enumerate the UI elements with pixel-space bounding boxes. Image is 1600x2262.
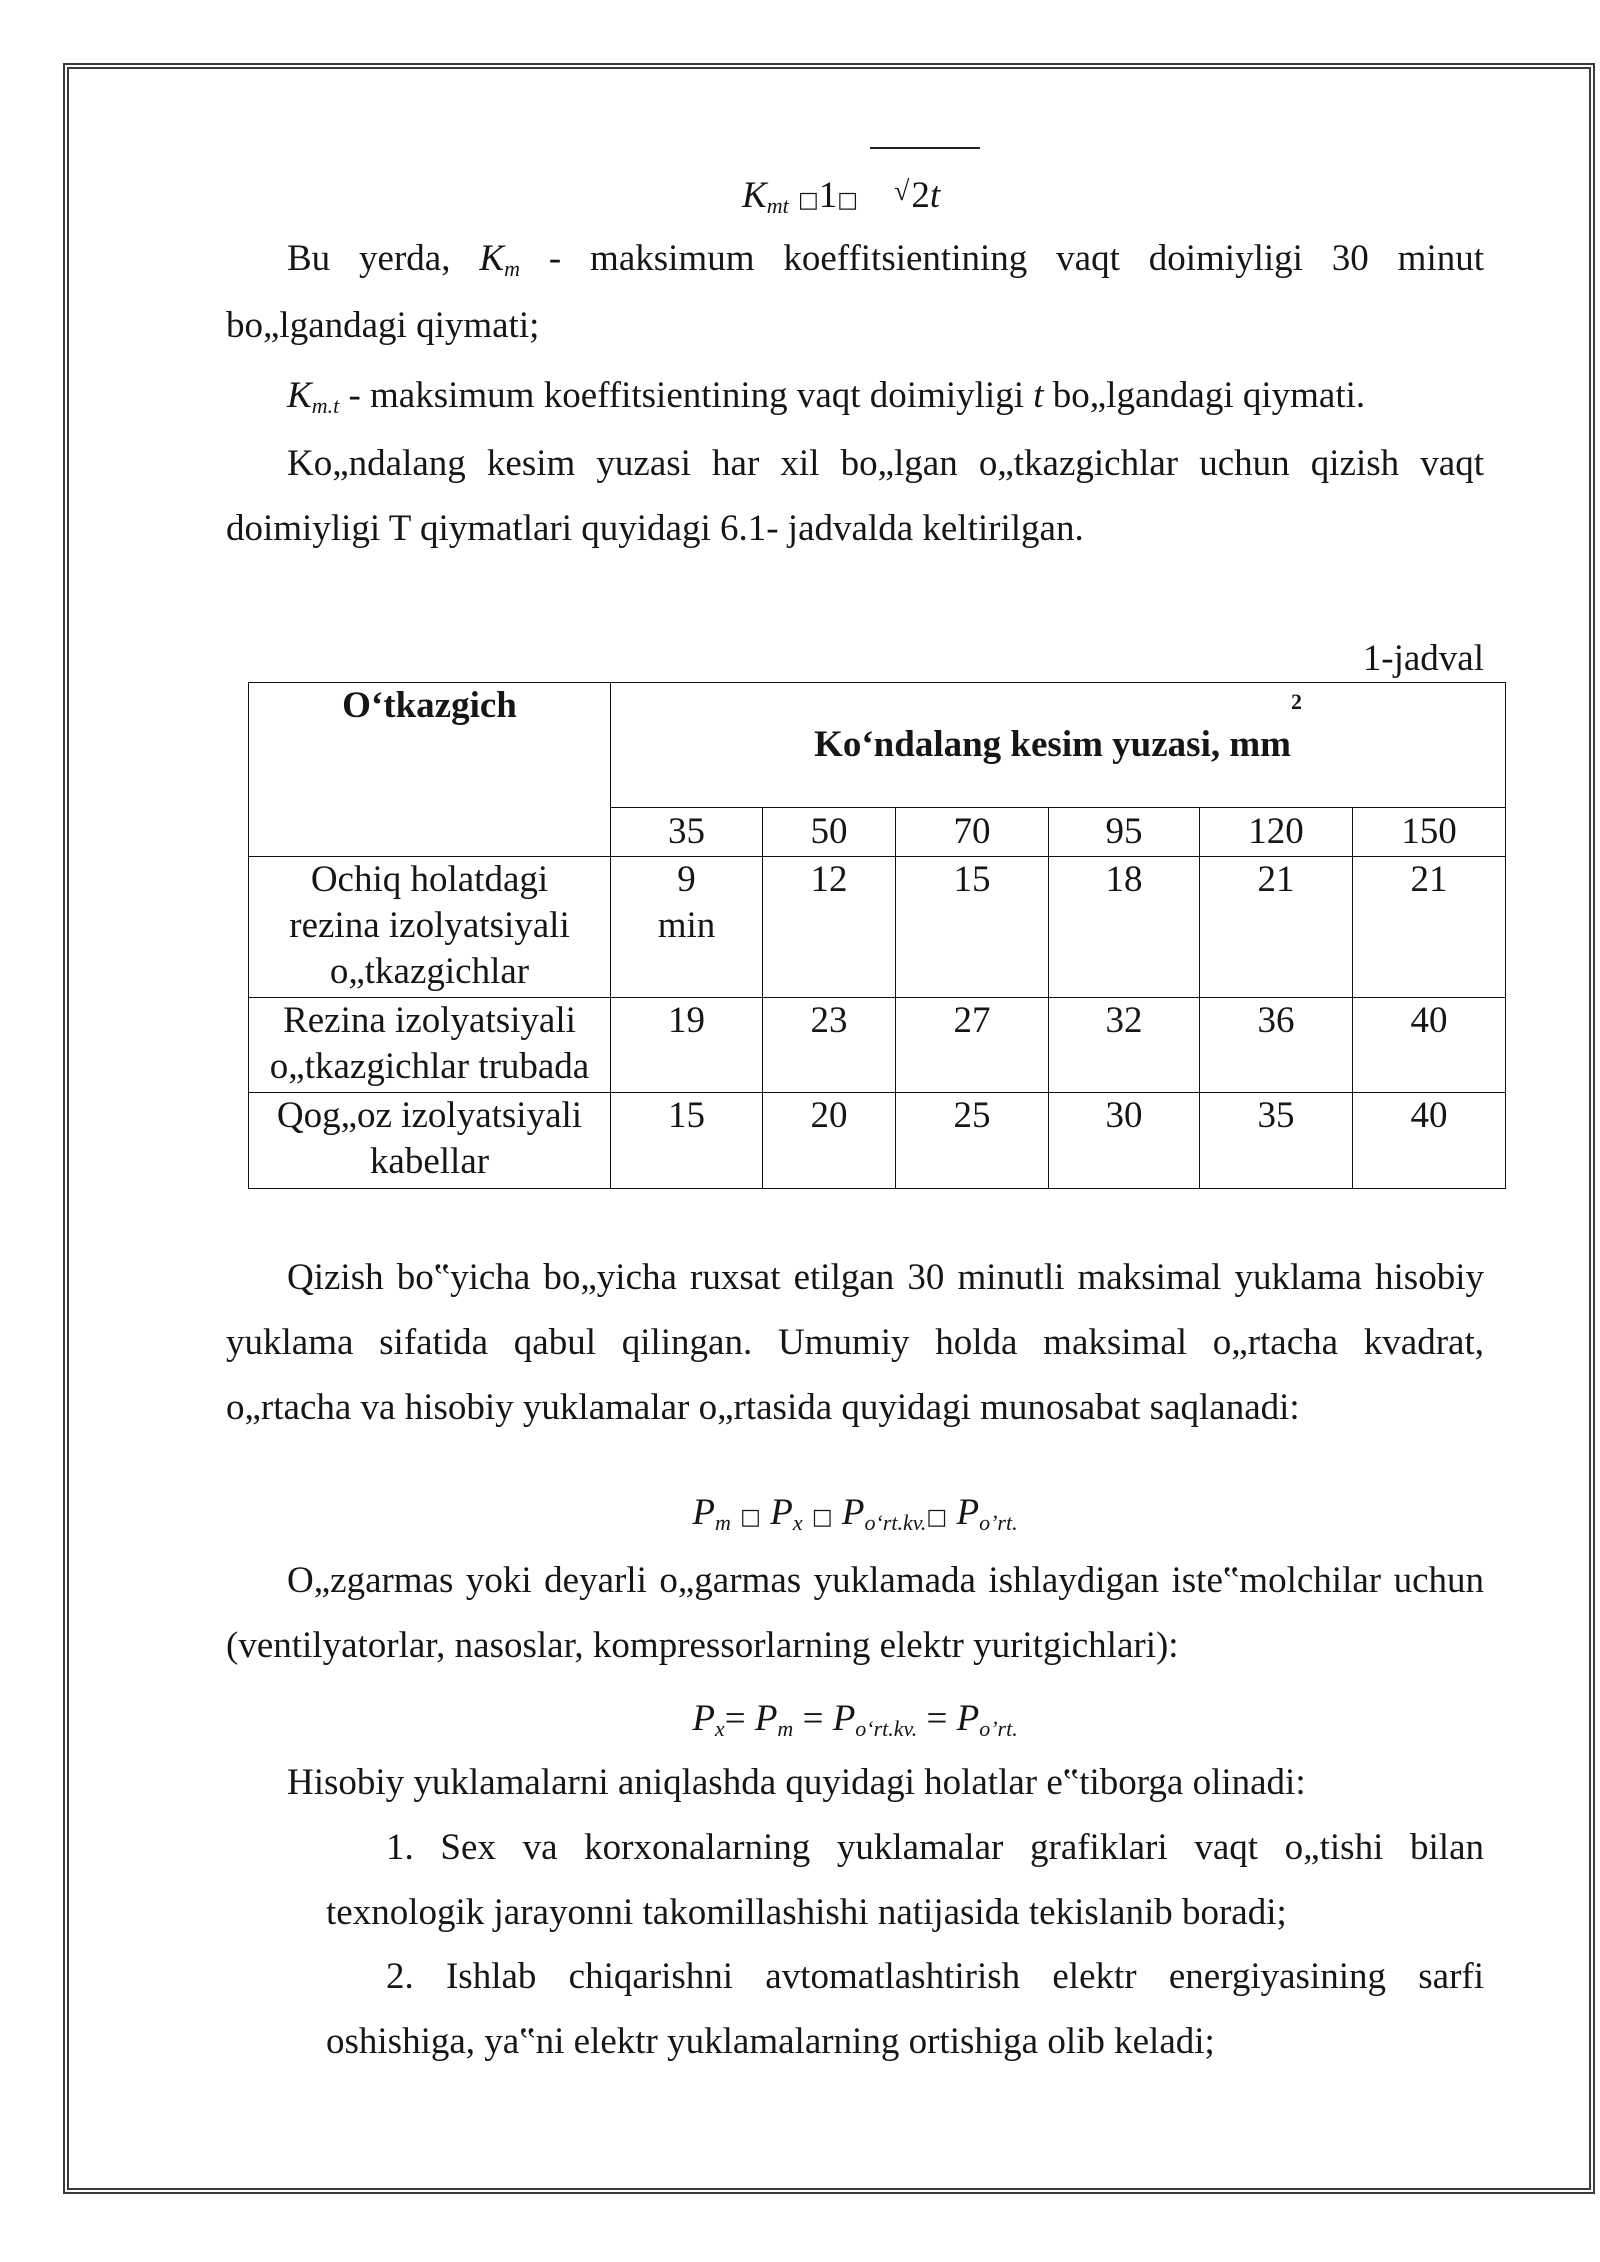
unit-exponent: 2: [1291, 688, 1302, 714]
formula-symbol: P: [956, 1698, 980, 1739]
radical-overline: [870, 147, 980, 149]
formula-subscript: o‘rt.kv.: [855, 1716, 918, 1741]
paragraph-line: Qizish bo‟yicha bo„yicha ruxsat etilgan 30 minutli maksimal yuklama hisobiy: [287, 1257, 1484, 1298]
conductor-name-cell: Rezina izolyatsiyali o„tkazgichlar trubada: [249, 998, 611, 1093]
paragraph-line: o„rtacha va hisobiy yuklamalar o„rtasida quyidagi munosabat saqlanadi:: [226, 1387, 1300, 1428]
heating-time-cell: 25: [896, 1093, 1049, 1189]
formula-operator: □: [926, 1505, 948, 1530]
heating-time-cell: 20: [763, 1093, 896, 1189]
formula-symbol: P: [832, 1698, 856, 1739]
paragraph-line: doimiyligi T qiymatlari quyidagi 6.1- jadvalda keltirilgan.: [226, 508, 1084, 549]
heating-time-cell: 9 min: [611, 857, 763, 998]
variable-t: t: [1033, 375, 1044, 416]
heating-time-cell: 23: [763, 998, 896, 1093]
formula-subscript: x: [714, 1716, 725, 1741]
heating-time-cell: 19: [611, 998, 763, 1093]
table-header-cross-section: [611, 683, 1506, 808]
conductor-name-cell: Ochiq holatdagi rezina izolyatsiyali o„tkazgichlar: [249, 857, 611, 998]
formula-subscript: o’rt.: [979, 1716, 1018, 1741]
radicand-variable: t: [929, 175, 941, 216]
formula-symbol: K: [479, 238, 505, 279]
table-header-row: [249, 683, 1506, 808]
conductor-name-cell: Qog„oz izolyatsiyali kabellar: [249, 1093, 611, 1189]
formula-number: 1: [818, 175, 838, 216]
paragraph-line: [287, 371, 1484, 421]
formula-symbol: K: [742, 175, 767, 216]
heating-time-cell: 15: [896, 857, 1049, 998]
heating-time-cell: 12: [763, 857, 896, 998]
table-row: [249, 1093, 1506, 1189]
formula-operator: =: [724, 1698, 746, 1739]
cross-section-size: 120: [1200, 808, 1353, 857]
paragraph-line: [287, 234, 1484, 284]
paragraph-text: Bu yerda,: [287, 238, 451, 279]
formula-operator: □: [797, 188, 819, 213]
formula-symbol: P: [770, 1492, 793, 1533]
cross-section-label: Ko‘ndalang kesim yuzasi, mm: [814, 724, 1291, 765]
formula-symbol: K: [287, 375, 312, 416]
formula-operator: □: [740, 1505, 761, 1530]
formula-subscript: o‘rt.kv.: [864, 1510, 927, 1535]
formula-power-equality: [226, 1694, 1484, 1744]
formula-symbol: P: [692, 1492, 716, 1533]
list-item: 2. Ishlab chiqarishni avtomatlashtirish elektr energiyasining sarfi: [386, 1956, 1484, 1997]
formula-subscript: m: [715, 1510, 731, 1535]
heating-time-cell: 30: [1049, 1093, 1200, 1189]
formula-subscript: o’rt.: [979, 1510, 1018, 1535]
formula-operator: =: [802, 1698, 824, 1739]
list-item-continuation: oshishiga, ya‟ni elektr yuklamalarning ortishiga olib keladi;: [326, 2021, 1215, 2062]
heating-time-table: [248, 682, 1506, 1189]
formula-operator: □: [811, 1505, 833, 1530]
formula-operator: =: [926, 1698, 948, 1739]
radicand-number: 2: [911, 175, 930, 216]
formula-symbol: P: [956, 1492, 980, 1533]
table-row: [249, 857, 1506, 998]
formula-subscript: m: [777, 1716, 794, 1741]
heating-time-cell: 21: [1353, 857, 1506, 998]
formula-symbol: P: [754, 1698, 778, 1739]
paragraph-text: - maksimum koeffitsientining vaqt doimiyligi: [348, 375, 1024, 416]
cross-section-size: 35: [611, 808, 763, 857]
paragraph-line: Hisobiy yuklamalarni aniqlashda quyidagi holatlar e‟tiborga olinadi:: [287, 1762, 1306, 1803]
cross-section-size: 70: [896, 808, 1049, 857]
formula-kmt: [742, 167, 940, 217]
heating-time-cell: 36: [1200, 998, 1353, 1093]
heating-time-cell: 18: [1049, 857, 1200, 998]
paragraph-line: Ko„ndalang kesim yuzasi har xil bo„lgan o„tkazgichlar uchun qizish vaqt: [287, 443, 1484, 484]
radical-sign: √: [894, 176, 910, 207]
heating-time-cell: 40: [1353, 1093, 1506, 1189]
list-item-continuation: texnologik jarayonni takomillashishi natijasida tekislanib boradi;: [326, 1892, 1287, 1933]
cross-section-size: 50: [763, 808, 896, 857]
formula-subscript: m.t: [311, 393, 340, 418]
formula-symbol: P: [841, 1492, 865, 1533]
paragraph-line: bo„lgandagi qiymati;: [226, 305, 540, 346]
paragraph-text: bo„lgandagi qiymati.: [1052, 375, 1366, 416]
cross-section-size: 150: [1353, 808, 1506, 857]
formula-power-relation: [226, 1488, 1484, 1538]
formula-operator: □: [837, 188, 859, 213]
heating-time-cell: 21: [1200, 857, 1353, 998]
formula-symbol: P: [692, 1698, 715, 1739]
paragraph-line: yuklama sifatida qabul qilingan. Umumiy holda maksimal o„rtacha kvadrat,: [226, 1322, 1484, 1363]
paragraph-line: (ventilyatorlar, nasoslar, kompressorlarning elektr yuritgichlari):: [226, 1625, 1179, 1666]
heating-time-cell: 35: [1200, 1093, 1353, 1189]
heating-time-cell: 32: [1049, 998, 1200, 1093]
heating-time-cell: 15: [611, 1093, 763, 1189]
formula-subscript: m: [504, 256, 520, 281]
cross-section-size: 95: [1049, 808, 1200, 857]
formula-subscript: x: [792, 1510, 803, 1535]
formula-subscript: mt: [766, 193, 789, 218]
table-caption: 1-jadval: [1362, 638, 1484, 679]
heating-time-cell: 27: [896, 998, 1049, 1093]
paragraph-text: - maksimum koeffitsientining vaqt doimiyligi 30 minut: [548, 238, 1485, 279]
list-item: 1. Sex va korxonalarning yuklamalar grafiklari vaqt o„tishi bilan: [386, 1827, 1484, 1868]
paragraph-line: O„zgarmas yoki deyarli o„garmas yuklamada ishlaydigan iste‟molchilar uchun: [287, 1560, 1484, 1601]
heating-time-cell: 40: [1353, 998, 1506, 1093]
table-header-conductor: O‘tkazgich: [249, 683, 611, 857]
table-row: [249, 998, 1506, 1093]
